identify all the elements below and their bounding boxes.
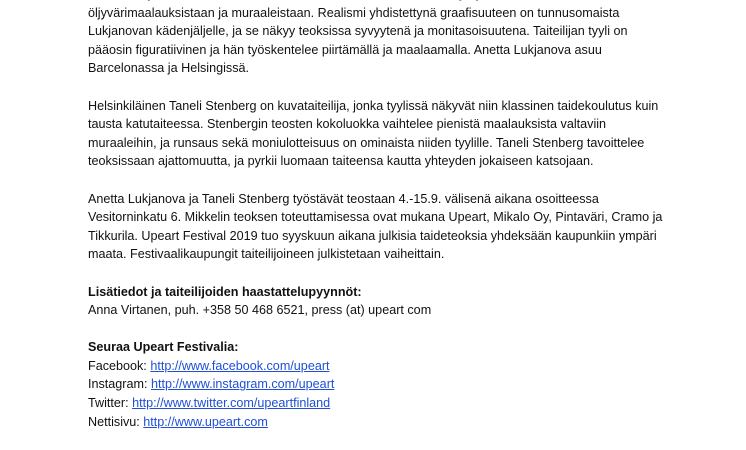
website-link[interactable]: http://www.upeart.com xyxy=(143,414,268,429)
paragraph-project xyxy=(88,190,688,264)
text-line: maata. Festivaalikaupungit taiteilijoineen julkistetaan vaiheittain. xyxy=(88,247,445,262)
contact-line: Anna Virtanen, puh. +358 50 468 6521, press (at) upeart com xyxy=(88,303,432,318)
text-line: öljyvärimaalauksistaan ja muraaleistaan. Realismi yhdistettynä graafisuuteen on tunnusomaista xyxy=(88,5,620,20)
text-line: Lukjanovan kädenjäljelle, ja se näkyy teoksissa syvyytenä ja monitasoisuutena. Taiteilijan tyyli on xyxy=(88,24,628,39)
paragraph-lukjanova xyxy=(88,0,688,78)
follow-section xyxy=(88,338,688,431)
instagram-link[interactable]: http://www.instagram.com/upeart xyxy=(151,377,335,392)
text-line: tausta katutaiteessa. Stenbergin teosten kokoluokka vaihtelee pienistä maalauksista valtaviin xyxy=(88,117,607,132)
contact-section xyxy=(88,283,688,320)
text-line: Helsinkiläinen Taneli Stenberg on kuvataiteilija, jonka tyylissä näkyvät niin klassinen taidekoulutus kuin xyxy=(88,98,659,113)
paragraph-stenberg xyxy=(88,97,688,171)
text-line: Vesitorninkatu 6. Mikkelin teoksen toteuttamisessa ovat mukana Upeart, Mikalo Oy, Pintaväri, Cramo ja xyxy=(88,210,663,225)
social-facebook xyxy=(88,357,688,376)
social-instagram xyxy=(88,375,688,394)
text-line: Barcelonassa ja Helsingissä. xyxy=(88,61,250,76)
social-label: Facebook: xyxy=(88,358,151,373)
text-line: pääosin figuratiivinen ja hän työskentelee piirtämällä ja maalaamalla. Anetta Lukjanova asuu xyxy=(88,42,602,57)
social-label: Instagram: xyxy=(88,377,151,392)
text-line: teoksissaan ajattomuutta, ja pyrkii luomaan taiteensa kautta yhteyden jokaiseen katsojaan. xyxy=(88,154,594,169)
text-line: Anetta Lukjanova ja Taneli Stenberg työstävät teostaan 4.-15.9. välisenä aikana osoitteessa xyxy=(88,191,599,206)
text-line: Tikkurila. Upeart Festival 2019 tuo syyskuun aikana julkisia taideteoksia yhdeksään kaupunkiin ympäri xyxy=(88,228,657,243)
social-label: Nettisivu: xyxy=(88,414,144,429)
twitter-link[interactable]: http://www.twitter.com/upeartfinland xyxy=(132,396,331,411)
contact-heading: Lisätiedot ja taiteilijoiden haastattelupyynnöt: xyxy=(88,284,362,299)
follow-heading: Seuraa Upeart Festivalia: xyxy=(88,340,239,355)
text-line: muraaleihin, ja runsaus sekä moniulotteisuus on ominaista niiden tyylille. Taneli Stenberg tavoittelee xyxy=(88,135,645,150)
social-label: Twitter: xyxy=(88,396,133,411)
social-twitter xyxy=(88,394,688,413)
document-body xyxy=(88,0,688,450)
facebook-link[interactable]: http://www.facebook.com/upeart xyxy=(150,358,330,373)
social-website xyxy=(88,413,688,432)
